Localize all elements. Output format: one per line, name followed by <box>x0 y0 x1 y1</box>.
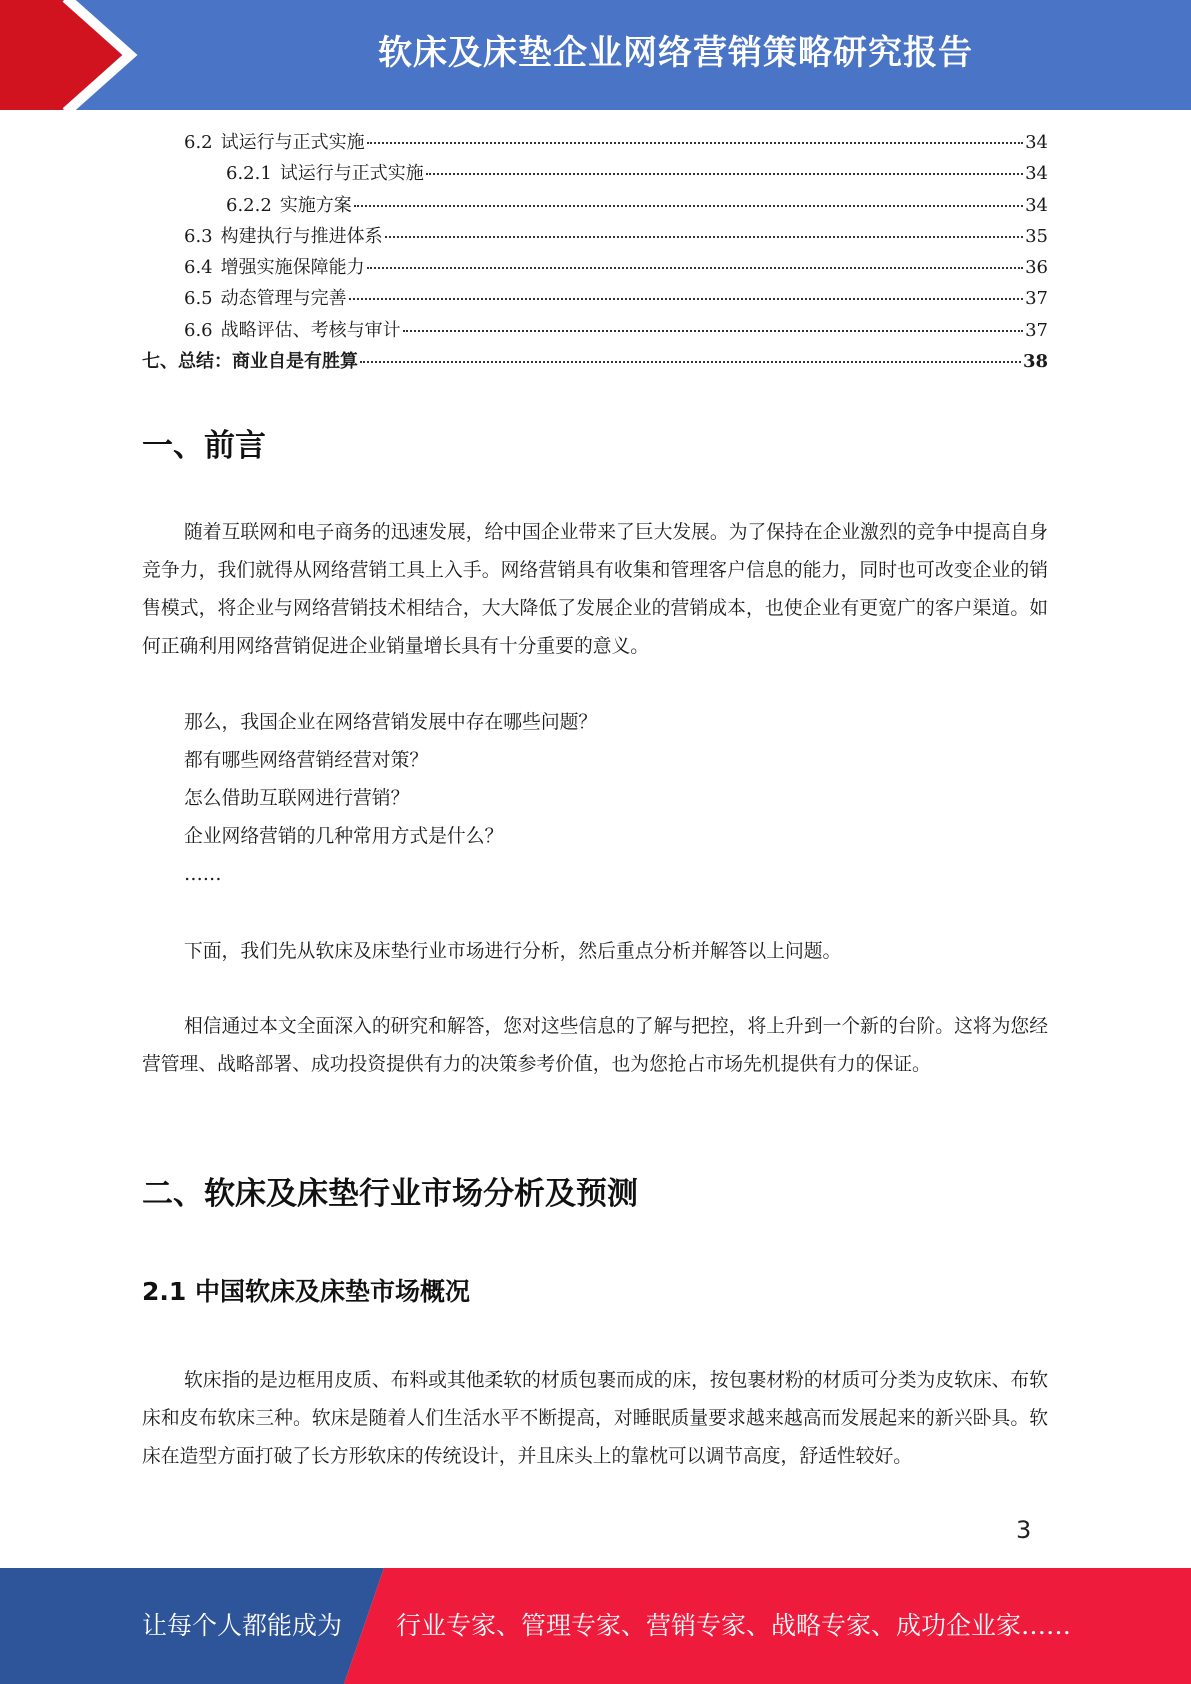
toc-entry[interactable] <box>142 222 1048 253</box>
footer-slogan-left: 让每个人都能成为 <box>142 1611 343 1640</box>
section-heading-market-analysis: 二、软床及床垫行业市场分析及预测 <box>142 1176 638 1212</box>
toc-dot-leader <box>385 236 1023 238</box>
toc-entry-page: 36 <box>1025 257 1048 279</box>
preface-paragraph: 随着互联网和电子商务的迅速发展，给中国企业带来了巨大发展。为了保持在企业激烈的竞争中提高自身竞争力，我们就得从网络营销工具上入手。网络营销具有收集和管理客户信息的能力，同时也可改变企业的销售模式，将企业与网络营销技术相结合，大大降低了发展企业的营销成本，也使企业有更宽广的客户渠道。如何正确利用网络营销促进企业销量增长具有十分重要的意义。 <box>142 522 1048 657</box>
page-footer <box>0 1568 1191 1684</box>
toc-entry-number: 6.3 <box>184 225 213 247</box>
toc-dot-leader <box>349 298 1023 300</box>
question-list <box>184 704 1044 894</box>
toc-dot-leader <box>403 330 1023 332</box>
toc-dot-leader <box>367 142 1023 144</box>
toc-entry-number: 6.4 <box>184 257 213 279</box>
toc-entry-page: 35 <box>1025 225 1048 247</box>
page-header <box>0 0 1191 110</box>
toc-entry-number: 6.2 <box>184 132 213 153</box>
toc-entry-number: 6.2.2 <box>226 194 272 216</box>
table-of-contents <box>142 128 1048 378</box>
footer-slogan-right: 行业专家、管理专家、营销专家、战略专家、成功企业家…… <box>396 1611 1072 1640</box>
question-item: 那么，我国企业在网络营销发展中存在哪些问题？ <box>184 712 598 733</box>
toc-entry-page: 37 <box>1025 319 1048 341</box>
toc-entry-title: 实施方案 <box>279 194 352 216</box>
toc-entry[interactable] <box>142 347 1048 378</box>
toc-entry-page: 34 <box>1025 163 1048 185</box>
toc-entry-number: 6.6 <box>184 319 213 341</box>
report-title: 软床及床垫企业网络营销策略研究报告 <box>378 33 973 73</box>
toc-entry[interactable] <box>142 284 1048 315</box>
toc-entry-title: 七、总结：商业自是有胜算 <box>142 351 358 373</box>
section-heading-preface: 一、前言 <box>142 428 266 464</box>
toc-dot-leader <box>426 173 1023 175</box>
toc-entry-number: 6.2.1 <box>226 163 272 185</box>
toc-entry[interactable] <box>142 253 1048 284</box>
toc-entry[interactable] <box>142 316 1048 347</box>
toc-entry-title: 增强实施保障能力 <box>220 257 365 279</box>
toc-entry-title: 试运行与正式实施 <box>220 132 365 153</box>
toc-entry-page: 34 <box>1025 132 1048 153</box>
toc-entry[interactable] <box>142 191 1048 222</box>
toc-dot-leader <box>367 267 1023 269</box>
toc-entry-page: 34 <box>1025 194 1048 216</box>
value-paragraph: 相信通过本文全面深入的研究和解答，您对这些信息的了解与把控，将上升到一个新的台阶。这将为您经营管理、战略部署、成功投资提供有力的决策参考价值，也为您抢占市场先机提供有力的保证。 <box>142 1016 1048 1075</box>
toc-dot-leader <box>360 361 1021 363</box>
subsection-heading-overview: 2.1 中国软床及床垫市场概况 <box>142 1277 470 1306</box>
toc-dot-leader <box>354 205 1023 207</box>
toc-entry[interactable] <box>142 128 1048 159</box>
toc-entry-page: 38 <box>1022 351 1048 373</box>
question-item: …… <box>184 864 222 885</box>
toc-entry-title: 战略评估、考核与审计 <box>220 319 401 341</box>
toc-entry-title: 试运行与正式实施 <box>279 163 424 185</box>
question-item: 都有哪些网络营销经营对策？ <box>184 750 429 771</box>
intro-paragraph: 下面，我们先从软床及床垫行业市场进行分析，然后重点分析并解答以上问题。 <box>184 941 842 962</box>
toc-entry-title: 动态管理与完善 <box>220 288 347 310</box>
page-number: 3 <box>1016 1516 1032 1544</box>
toc-entry-page: 37 <box>1025 288 1048 310</box>
toc-entry[interactable] <box>142 159 1048 190</box>
toc-entry-number: 6.5 <box>184 288 213 310</box>
toc-entry-title: 构建执行与推进体系 <box>220 225 383 247</box>
question-item: 企业网络营销的几种常用方式是什么？ <box>184 826 504 847</box>
question-item: 怎么借助互联网进行营销？ <box>184 788 410 809</box>
overview-paragraph: 软床指的是边框用皮质、布料或其他柔软的材质包裹而成的床，按包裹材粉的材质可分类为皮软床、布软床和皮布软床三种。软床是随着人们生活水平不断提高，对睡眠质量要求越来越高而发展起来的新兴卧具。软床在造型方面打破了长方形软床的传统设计，并且床头上的靠枕可以调节高度，舒适性较好。 <box>142 1370 1048 1467</box>
